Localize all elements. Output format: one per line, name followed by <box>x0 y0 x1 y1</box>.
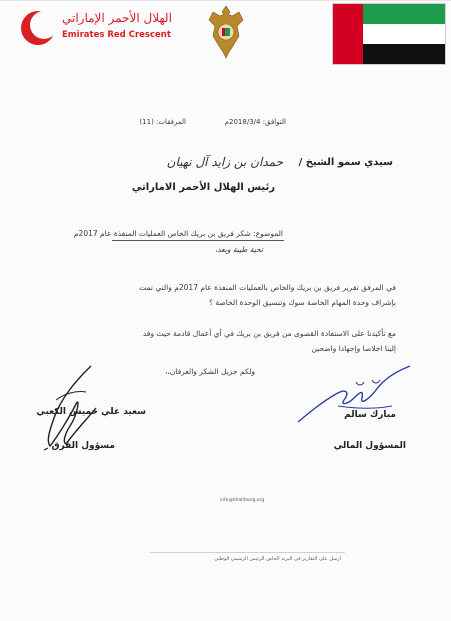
right-signatory-role: المسؤول المالي <box>333 441 406 451</box>
addressee-name: حمدان بن زايد آل نهيان <box>166 155 283 169</box>
attachments-line: المرفقات: (11) <box>139 118 186 126</box>
greeting: تحية طيبة وبعد، <box>214 245 263 254</box>
subject-underline <box>112 240 284 241</box>
uae-flag <box>332 3 446 65</box>
date-line: التوافق: 2018/3/4م <box>224 118 286 126</box>
footer-note: ارسل على التقارير في البريد الخاص الرئيس الرسمي الوطني <box>214 556 341 562</box>
subject-line: الموضوع: شكر فريق بن بريك الخاص العمليات المنفذة عام 2017م <box>73 229 283 238</box>
right-signatory-name: مبارك سالم <box>344 410 396 420</box>
red-crescent-logo-icon <box>18 8 58 48</box>
page-edge <box>0 0 451 1</box>
footer-email: info@khalifaorg.org <box>220 498 265 503</box>
uae-emblem-icon <box>205 2 247 60</box>
body-paragraph-2-line-1: مع تأكيدنا على الاستفادة القصوى من فريق بن بريك في أي أعمال قادمة حيث وفد <box>142 329 396 338</box>
left-signatory-role: مسؤول الفرق <box>51 441 115 451</box>
closing-line: ولكم جزيل الشكر والعرفان،، <box>164 367 255 376</box>
org-name-arabic: الهلال الأحمر الإماراتي <box>62 11 172 25</box>
right-signature-icon <box>292 362 416 432</box>
addressee-title: رئيس الهلال الأحمر الاماراتي <box>131 182 275 193</box>
footer-divider <box>150 552 345 553</box>
body-paragraph-2-line-2: إلينا اخلاصا وإجهادا واضحين <box>311 344 396 353</box>
org-name-english: Emirates Red Crescent <box>62 30 171 40</box>
body-paragraph-1-line-2: بإشراف وحدة المهام الخاصة سوك وتنسيق الوحدة الخاصة ؟ <box>209 298 396 307</box>
left-signatory-name: سعيد علي خميس الكعبي <box>36 407 146 417</box>
body-paragraph-1-line-1: في المرفق تقرير فريق بن بريك والخاص بالعمليات المنفذة عام 2017م والتي تمت <box>139 283 396 292</box>
salutation: سيدي سمو الشيخ / <box>298 157 393 168</box>
